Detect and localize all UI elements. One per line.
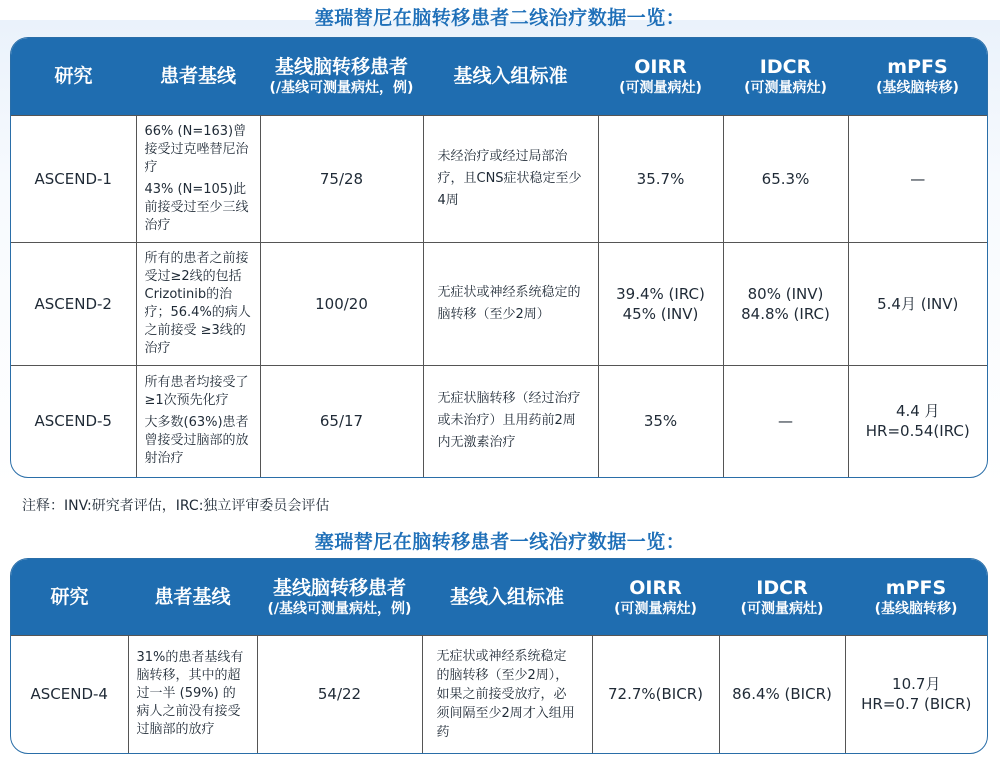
header-baseline: 患者基线 xyxy=(136,38,260,115)
header-oirr: OIRR (可测量病灶) xyxy=(598,38,723,115)
cell-criteria: 无症状或神经系统稳定的脑转移（至少2周） xyxy=(423,242,598,365)
table-row xyxy=(11,365,987,477)
header-study: 研究 xyxy=(11,559,128,635)
cell-criteria: 未经治疗或经过局部治疗，且CNS症状稳定至少4周 xyxy=(423,115,598,242)
cell-mpfs: 4.4 月 HR=0.54(IRC) xyxy=(848,365,987,477)
cell-mpfs: 5.4月 (INV) xyxy=(848,242,987,365)
cell-criteria: 无症状脑转移（经过治疗或未治疗）且用药前2周内无激素治疗 xyxy=(423,365,598,477)
footnote: 注释：INV:研究者评估，IRC:独立评审委员会评估 xyxy=(22,498,330,514)
cell-idcr: — xyxy=(723,365,848,477)
cell-brain: 75/28 xyxy=(260,115,423,242)
table-row xyxy=(11,635,987,753)
cell-criteria: 无症状或神经系统稳定的脑转移（至少2周），如果之前接受放疗，必须间隔至少2周才入组用药 xyxy=(422,635,592,753)
cell-study: ASCEND-2 xyxy=(11,242,136,365)
cell-study: ASCEND-5 xyxy=(11,365,136,477)
cell-study: ASCEND-4 xyxy=(11,635,128,753)
header-brain-metastasis: 基线脑转移患者 (/基线可测量病灶，例) xyxy=(260,38,423,115)
header-mpfs: mPFS (基线脑转移) xyxy=(848,38,987,115)
header-idcr: IDCR (可测量病灶) xyxy=(719,559,845,635)
cell-baseline: 31%的患者基线有脑转移，其中的超过一半 (59%) 的病人之前没有接受过脑部的放疗 xyxy=(128,635,257,753)
cell-oirr: 35% xyxy=(598,365,723,477)
cell-oirr: 72.7%(BICR) xyxy=(592,635,719,753)
header-mpfs: mPFS (基线脑转移) xyxy=(845,559,987,635)
cell-idcr: 65.3% xyxy=(723,115,848,242)
table1-title: 塞瑞替尼在脑转移患者二线治疗数据一览： xyxy=(314,7,686,29)
header-brain-metastasis: 基线脑转移患者 (/基线可测量病灶，例) xyxy=(257,559,422,635)
table2-header-row xyxy=(11,559,987,635)
cell-mpfs: 10.7月 HR=0.7 (BICR) xyxy=(845,635,987,753)
header-study: 研究 xyxy=(11,38,136,115)
header-idcr: IDCR (可测量病灶) xyxy=(723,38,848,115)
cell-brain: 65/17 xyxy=(260,365,423,477)
cell-baseline: 66% (N=163)曾接受过克唑替尼治疗 43% (N=105)此前接受过至少三线治疗 xyxy=(136,115,260,242)
table1 xyxy=(10,37,988,478)
header-oirr: OIRR (可测量病灶) xyxy=(592,559,719,635)
header-criteria: 基线入组标准 xyxy=(423,38,598,115)
cell-oirr: 39.4% (IRC) 45% (INV) xyxy=(598,242,723,365)
cell-brain: 100/20 xyxy=(260,242,423,365)
cell-brain: 54/22 xyxy=(257,635,422,753)
header-baseline: 患者基线 xyxy=(128,559,257,635)
cell-mpfs: — xyxy=(848,115,987,242)
cell-oirr: 35.7% xyxy=(598,115,723,242)
header-criteria: 基线入组标准 xyxy=(422,559,592,635)
cell-idcr: 80% (INV) 84.8% (IRC) xyxy=(723,242,848,365)
table-row xyxy=(11,115,987,242)
cell-idcr: 86.4% (BICR) xyxy=(719,635,845,753)
cell-baseline: 所有患者均接受了≥1次预先化疗 大多数(63%)患者曾接受过脑部的放射治疗 xyxy=(136,365,260,477)
cell-baseline: 所有的患者之前接受过≥2线的包括Crizotinib的治疗；56.4%的病人之前接受 ≥3线的治疗 xyxy=(136,242,260,365)
table1-header-row xyxy=(11,38,987,115)
cell-study: ASCEND-1 xyxy=(11,115,136,242)
table2-title: 塞瑞替尼在脑转移患者一线治疗数据一览： xyxy=(314,531,686,553)
table-row xyxy=(11,242,987,365)
table2 xyxy=(10,558,988,754)
